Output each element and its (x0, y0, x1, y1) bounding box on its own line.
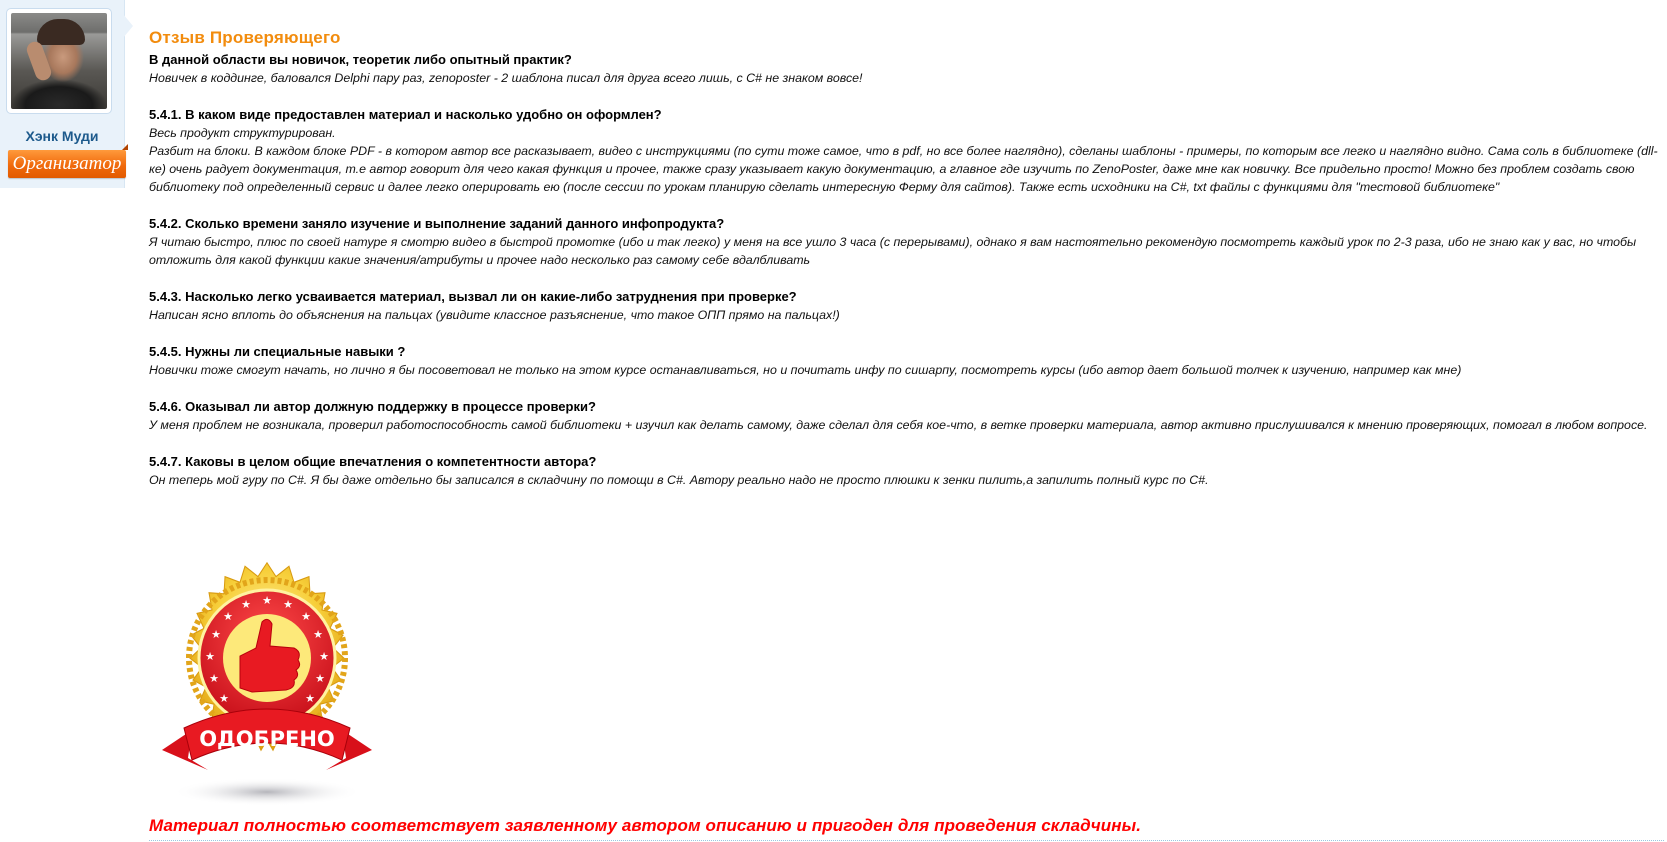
question: 5.4.3. Насколько легко усваивается материал, вызвал ли он какие-либо затруднения при проверке? (149, 289, 797, 304)
svg-text:★: ★ (283, 598, 293, 611)
user-info-panel (0, 0, 125, 188)
svg-text:★: ★ (241, 598, 251, 611)
approved-seal-icon (152, 560, 382, 810)
speech-bubble-notch (123, 14, 133, 38)
review-title: Отзыв Проверяющего (149, 28, 341, 47)
svg-text:★: ★ (219, 692, 229, 705)
avatar[interactable] (11, 13, 107, 109)
svg-text:★: ★ (305, 692, 315, 705)
svg-text:★: ★ (209, 672, 219, 685)
svg-text:★: ★ (211, 628, 221, 641)
avatar-frame[interactable] (6, 8, 112, 114)
question: 5.4.6. Оказывал ли автор должную поддержку в процессе проверки? (149, 399, 596, 414)
answer: Он теперь мой гуру по C#. Я бы даже отдельно бы записался в складчину по помощи в C#. Автору реально надо не просто плюшки к зенки пилить,а запилить полный курс по C#. (149, 473, 1209, 487)
answer: Разбит на блоки. В каждом блоке PDF - в котором автор все расказывает, видео с инструкциями (по сути тоже самое, что в pdf, но все более наглядно), сделаны шаблоны - примеры, по которым все легко и наглядно видно. Сама соль в библиотеке (dll-ке) очень радует документация, т.е автор говорит для чего какая функция и прочее, также сразу указывает какую документацию, а главное где изучить по ZenoPoster, даже мне как новичку. Все придельно просто! Можно без проблем создать свою библиотеку под определенный сервис и далее легко оперировать ею (после сессии по урокам планирую сделать интересную Ферму для сайтов). Также есть исходники на C#, txt файлы с функциями для "тестовой библиотеке" (149, 144, 1658, 194)
svg-text:★: ★ (319, 650, 329, 663)
question: В данной области вы новичок, теоретик либо опытный практик? (149, 52, 572, 67)
badge-text: ОДОБРЕНО (199, 727, 335, 751)
verdict-text: Материал полностью соответствует заявленному автором описанию и пригоден для проведения складчины. (149, 816, 1142, 835)
svg-text:★: ★ (205, 650, 215, 663)
role-badge: Организатор (8, 150, 126, 178)
question: 5.4.7. Каковы в целом общие впечатления о компетентности автора? (149, 454, 597, 469)
svg-text:★: ★ (262, 594, 272, 607)
svg-text:★: ★ (301, 610, 311, 623)
review-item (149, 453, 1664, 489)
answer: У меня проблем не возникала, проверил работоспособность самой библиотеки + изучил как делать самому, даже сделал для себя кое-что, в ветке проверки материала, автор активно прислушивался к мнению проверяющих, помогал в любом вопросе. (149, 418, 1648, 432)
question: 5.4.1. В каком виде предоставлен материал и насколько удобно он оформлен? (149, 107, 662, 122)
review-item (149, 215, 1664, 269)
question: 5.4.5. Нужны ли специальные навыки ? (149, 344, 406, 359)
answer: Весь продукт структурирован. (149, 126, 336, 140)
review-item (149, 51, 1664, 87)
review-item (149, 106, 1664, 196)
answer: Новичек в коддинге, баловался Delphi пару раз, zenoposter - 2 шаблона писал для друга всего лишь, с C# не знаком вовсе! (149, 71, 863, 85)
answer: Я читаю быстро, плюс по своей натуре я смотрю видео в быстрой промотке (ибо и так легко) у меня на все ушло 3 часа (с перерывами), однако я вам настоятельно рекомендую посмотреть каждый урок по 2-3 раза, ибо не знаю как у вас, но чтобы отложить для какой функции какие значения/атрибуты и прочее надо несколько раз самому себе вдалбливать (149, 235, 1637, 267)
question: 5.4.2. Сколько времени заняло изучение и выполнение заданий данного инфопродукта? (149, 216, 725, 231)
answer: Новички тоже смогут начать, но лично я бы посоветовал не только на этом курсе останавливаться, но и почитать инфу по сишарпу, посмотреть курсы (ибо автор дает большой толчек к изучению, например как мне) (149, 363, 1462, 377)
svg-text:★: ★ (313, 628, 323, 641)
review-content (149, 28, 1664, 508)
user-name-link[interactable]: Хэнк Муди (25, 128, 99, 144)
review-item (149, 398, 1664, 434)
approved-badge (152, 560, 382, 810)
svg-text:★: ★ (223, 610, 233, 623)
svg-text:★: ★ (315, 672, 325, 685)
divider (149, 840, 1664, 841)
review-item (149, 343, 1664, 379)
answer: Написан ясно вплоть до объяснения на пальцах (увидите классное разъяснение, что такое ОПП прямо на пальцах!) (149, 308, 840, 322)
review-item (149, 288, 1664, 324)
